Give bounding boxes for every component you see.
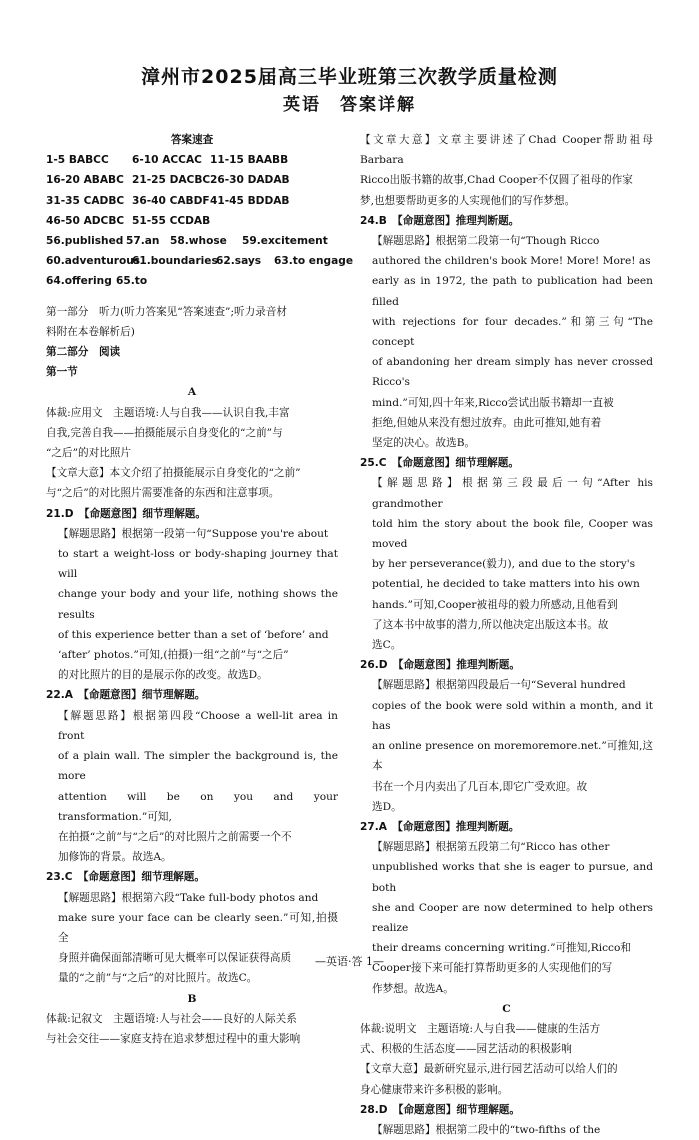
question-heading: 24.B 【命题意图】推理判断题。 (360, 214, 520, 227)
genre-line: “之后”的对比照片 (46, 447, 131, 460)
genre-line: 与社会交往——家庭支持在追求梦想过程中的重大影响 (46, 1032, 301, 1045)
answer-group: 1-5 BABCC (46, 154, 109, 167)
explanation-line: 【解题思路】根据第二段第一句“Though Ricco (372, 235, 600, 248)
explanation-line: 【解题思路】根据第六段“Take full-body photos and (58, 891, 319, 904)
explanation-line: 【解题思路】根据第二段中的“two-fifths of the (372, 1123, 601, 1136)
summary-line: 【文章大意】文章主要讲述了Chad Cooper帮助祖母Barbara (360, 134, 653, 167)
explanation-line: 【解题思路】根据第四段最后一句“Several hundred (372, 679, 626, 692)
answer-group: 46-50 ADCBC (46, 214, 125, 227)
answer-key-row (46, 191, 338, 211)
explanation-line: early as in 1972, the path to publication had been filled (372, 275, 653, 308)
explanation-line: told him the story about the book file, Cooper was moved (372, 517, 653, 551)
page-footer: —英语·答 1— (315, 955, 384, 968)
answer-group: 11-15 BAABB (210, 154, 289, 167)
explanation-line: hands.”可知,Cooper被祖母的毅力所感动,且他看到 (372, 598, 618, 611)
answer-word: 65.to (116, 275, 148, 288)
summary-line: 【文章大意】本文介绍了拍摄能展示自身变化的“之前” (46, 467, 301, 480)
answer-word: 57.an (126, 235, 160, 248)
answer-group: 51-55 CCDAB (132, 214, 211, 227)
explanation-line: of this experience better than a set of ‘before’ and (58, 628, 329, 641)
explanation-line: authored the children's book More! More! More! as (372, 255, 651, 268)
answer-group: 16-20 ABABC (46, 174, 124, 187)
question-heading: 22.A 【命题意图】细节理解题。 (46, 689, 206, 702)
page-subtitle: 英语 答案详解 (283, 95, 416, 115)
answer-key-heading: 答案速查 (170, 134, 214, 146)
answer-key-row (46, 211, 338, 231)
answer-key-row (46, 170, 338, 190)
explanation-line: 选C。 (372, 639, 402, 652)
answer-word: 61.boundaries (132, 255, 218, 268)
answer-group: 31-35 CADBC (46, 194, 125, 207)
explanation-line: their dreams concerning writing.”可推知,Ricco和 (372, 942, 631, 955)
summary-line: 【文章大意】最新研究显示,进行园艺活动可以给人们的 (360, 1063, 618, 1076)
answer-group: 6-10 ACCAC (132, 154, 202, 167)
question-heading: 28.D 【命题意图】细节理解题。 (360, 1103, 520, 1116)
right-column (360, 130, 653, 1140)
answer-key-row (46, 231, 338, 251)
summary-line: Ricco出版书籍的故事,Chad Cooper不仅圆了祖母的作家 (360, 174, 633, 187)
answer-word: 56.published (46, 235, 124, 248)
answer-word: 63.to engage (274, 255, 354, 268)
answer-group: 26-30 DADAB (210, 174, 290, 187)
summary-line: 与“之后”的对比照片需要准备的东西和注意事项。 (46, 487, 280, 500)
explanation-line: 身照并确保面部清晰可见大概率可以保证获得高质 (58, 952, 292, 965)
genre-line: 体裁:记叙文 主题语境:人与社会——良好的人际关系 (46, 1012, 297, 1025)
explanation-line: potential, he decided to take matters into his own (372, 578, 640, 591)
passage-label: B (187, 992, 197, 1005)
explanation-line: copies of the book were sold within a month, and it has (372, 699, 653, 732)
answer-group: 36-40 CABDF (132, 194, 210, 207)
answer-key-row (46, 251, 354, 271)
explanation-line: an online presence on moremoremore.net.”可推知,这本 (372, 740, 653, 773)
explanation-line: with rejections for four decades.”和第三句“The concept (372, 315, 653, 349)
answer-group: 21-25 DACBC (132, 174, 211, 187)
explanation-line: change your body and your life, nothing shows the results (58, 588, 338, 621)
question-heading: 26.D 【命题意图】推理判断题。 (360, 659, 520, 672)
explanation-line: unpublished works that she is eager to pursue, and both (372, 861, 653, 894)
question-heading: 21.D 【命题意图】细节理解题。 (46, 507, 206, 520)
answer-group: 41-45 BDDAB (210, 194, 290, 207)
answer-word: 58.whose (170, 235, 227, 248)
section-heading: 第一节 (46, 366, 78, 379)
explanation-line: 了这本书中故事的潜力,所以他决定出版这本书。故 (372, 618, 609, 631)
explanation-line: 【解题思路】根据第五段第二句“Ricco has other (372, 841, 610, 854)
explanation-line: by her perseverance(毅力), and due to the story's (372, 558, 636, 571)
explanation-line: mind.”可知,四十年来,Ricco尝试出版书籍却一直被 (372, 396, 614, 409)
part1-note: 第一部分 听力(听力答案见“答案速查”;听力录音材 (46, 305, 288, 318)
explanation-line: 【解题思路】根据第一段第一句“Suppose you're about (58, 527, 329, 540)
passage-label: C (502, 1002, 511, 1015)
explanation-line: to start a weight-loss or body-shaping journey that will (58, 548, 338, 581)
question-heading: 23.C 【命题意图】细节理解题。 (46, 871, 205, 884)
genre-line: 式、积极的生活态度——园艺活动的积极影响 (360, 1043, 572, 1056)
explanation-line: 书在一个月内卖出了几百本,即它广受欢迎。故 (372, 780, 588, 793)
explanation-line: 在拍摄“之前”与“之后”的对比照片之前需要一个不 (58, 830, 292, 843)
question-heading: 25.C 【命题意图】细节理解题。 (360, 457, 519, 470)
answer-word: 64.offering (46, 275, 112, 288)
page-title: 漳州市2025届高三毕业班第三次教学质量检测 (141, 66, 558, 88)
explanation-line: 作梦想。故选A。 (372, 982, 454, 995)
explanation-line: of abandoning her dream simply has never crossed Ricco's (372, 356, 653, 389)
answer-key-row (46, 271, 338, 291)
summary-line: 梦,也想要帮助更多的人实现他们的写作梦想。 (360, 194, 576, 207)
explanation-line: of a plain wall. The simpler the background is, the more (58, 750, 338, 783)
summary-line: 身心健康带来许多积极的影响。 (360, 1083, 509, 1096)
explanation-line: 选D。 (372, 800, 402, 813)
explanation-line: attention will be on you and your transformation.”可知, (58, 790, 338, 823)
explanation-line: make sure your face can be clearly seen.”可知,拍摄全 (58, 911, 338, 944)
explanation-line: 加修饰的背景。故选A。 (58, 851, 172, 864)
passage-label: A (187, 386, 197, 399)
explanation-line: 坚定的决心。故选B。 (372, 437, 476, 450)
explanation-line: Cooper接下来可能打算帮助更多的人实现他们的写 (372, 962, 613, 975)
answer-key-row (46, 150, 338, 170)
explanation-line: 【解题思路】根据第四段“Choose a well-lit area in front (58, 709, 338, 742)
genre-line: 体裁:应用文 主题语境:人与自我——认识自我,丰富 (46, 406, 290, 419)
part1-note: 料附在本卷解析后) (46, 325, 135, 338)
answer-word: 59.excitement (242, 235, 328, 248)
explanation-line: ‘after’ photos.”可知,(拍摄)一组“之前”与“之后” (58, 649, 289, 662)
explanation-line: 拒绝,但她从来没有想过放弃。由此可推知,她有着 (372, 416, 602, 429)
part2-heading: 第二部分 阅读 (46, 346, 121, 359)
explanation-line: she and Cooper are now determined to help others realize (372, 901, 653, 934)
genre-line: 自我,完善自我——拍摄能展示自身变化的“之前”与 (46, 426, 283, 439)
answer-word: 62.says (216, 255, 262, 268)
genre-line: 体裁:说明文 主题语境:人与自我——健康的生活方 (360, 1022, 601, 1035)
question-heading: 27.A 【命题意图】推理判断题。 (360, 820, 520, 833)
explanation-line: 【解题思路】根据第三段最后一句“After his grandmother (372, 477, 653, 510)
explanation-line: 量的“之前”与“之后”的对比照片。故选C。 (58, 972, 258, 985)
explanation-line: 的对比照片的目的是展示你的改变。故选D。 (58, 669, 268, 682)
answer-word: 60.adventurous (46, 255, 141, 268)
